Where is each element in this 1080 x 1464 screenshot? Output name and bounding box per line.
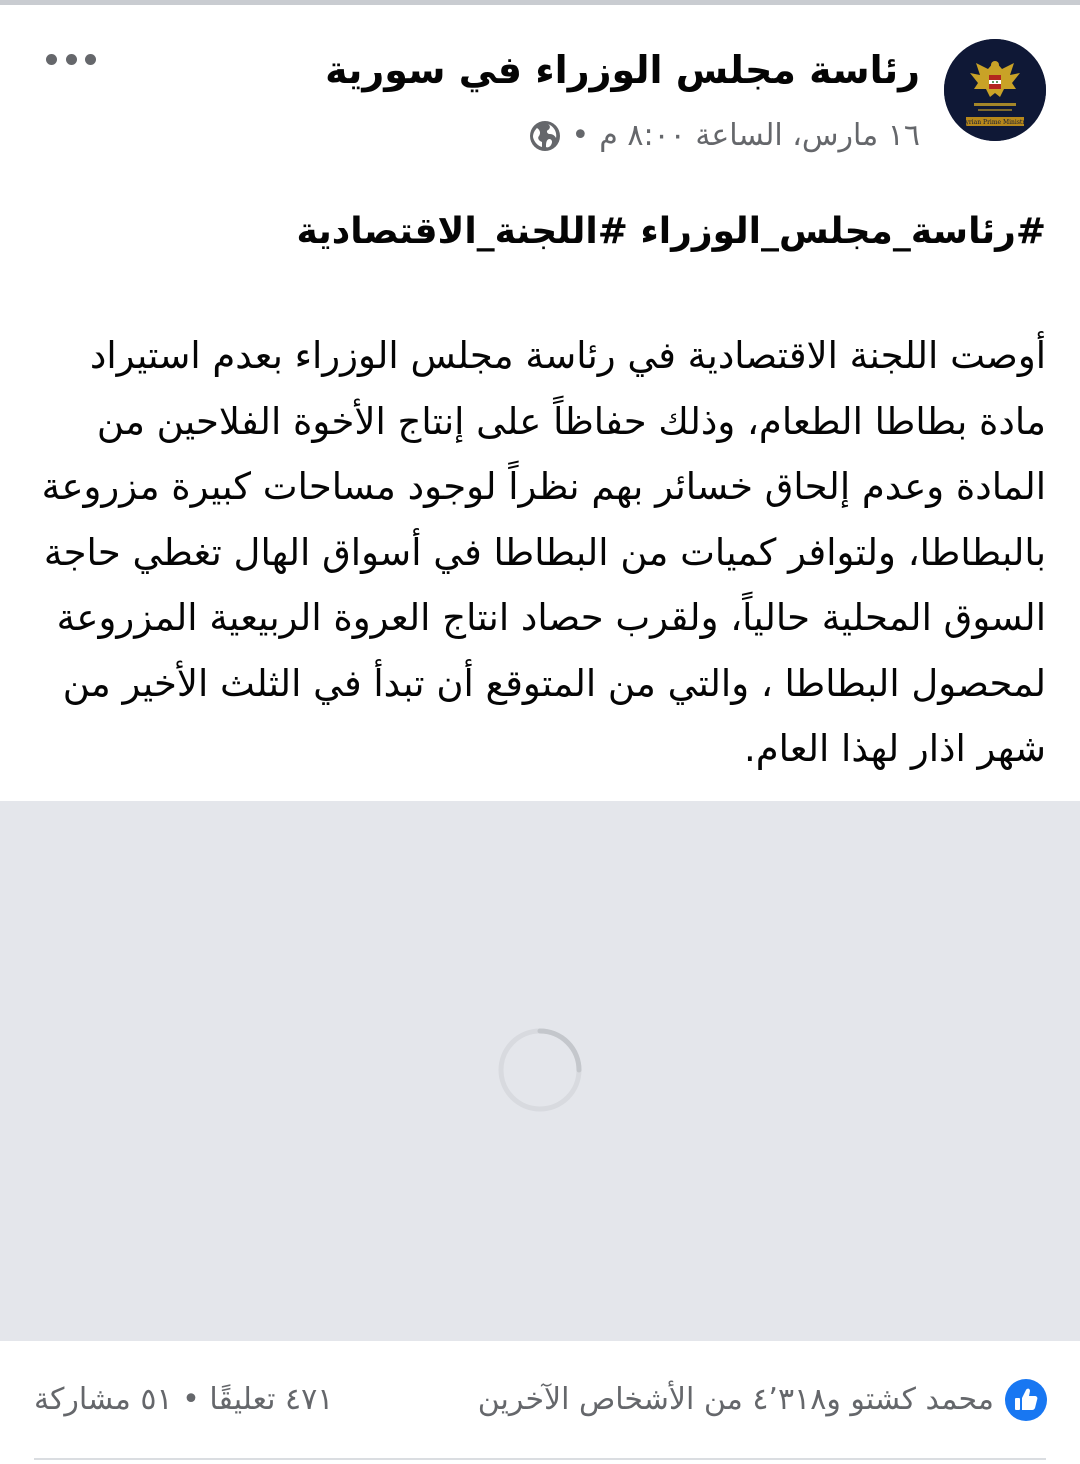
- like-icon: [1004, 1378, 1048, 1422]
- reactions-text: محمد كشتو و٤٬٣١٨ من الأشخاص الآخرين: [477, 1382, 994, 1417]
- reactions-summary[interactable]: [478, 1375, 1048, 1425]
- avatar-caption: Syrian Prime Ministry: [961, 119, 1029, 126]
- post-hashtags[interactable]: #رئاسة_مجلس_الوزراء #اللجنة_الاقتصادية: [296, 211, 1046, 252]
- globe-icon: [528, 119, 562, 153]
- syrian-eagle-emblem-icon: [944, 39, 1046, 141]
- page-avatar[interactable]: [944, 39, 1046, 141]
- loading-spinner-icon: [497, 1027, 583, 1113]
- more-dot-icon: [66, 54, 77, 65]
- post-timestamp[interactable]: ١٦ مارس، الساعة ٨:٠٠ م: [599, 118, 920, 153]
- post-footer: [0, 1367, 1080, 1437]
- footer-divider: [34, 1458, 1046, 1460]
- more-dot-icon: [46, 54, 57, 65]
- meta-separator: •: [571, 118, 590, 153]
- page-name[interactable]: رئاسة مجلس الوزراء في سورية: [325, 48, 920, 92]
- more-options-button[interactable]: [46, 41, 96, 77]
- post-media-placeholder[interactable]: [0, 801, 1080, 1341]
- post-body-text: أوصت اللجنة الاقتصادية في رئاسة مجلس الوزراء بعدم استيراد مادة بطاطا الطعام، وذلك حفاظاً على إنتاج الأخوة الفلاحين من المادة وعدم إلحاق خسائر بهم نظراً لوجود مساحات كبيرة مزروعة بالبطاطا، ولتوافر كميات من البطاطا في أسواق الهال تغطي حاجة السوق المحلية حالياً، ولقرب حصاد انتاج العروة الربيعية المزروعة لمحصول البطاطا ، والتي من المتوقع أن تبدأ في الثلث الأخير من شهر اذار لهذا العام.: [41, 334, 1046, 770]
- post-meta: [528, 111, 921, 161]
- post-card: [0, 5, 1080, 1464]
- more-dot-icon: [85, 54, 96, 65]
- comments-shares-count[interactable]: ٤٧١ تعليقًا • ٥١ مشاركة: [34, 1382, 334, 1417]
